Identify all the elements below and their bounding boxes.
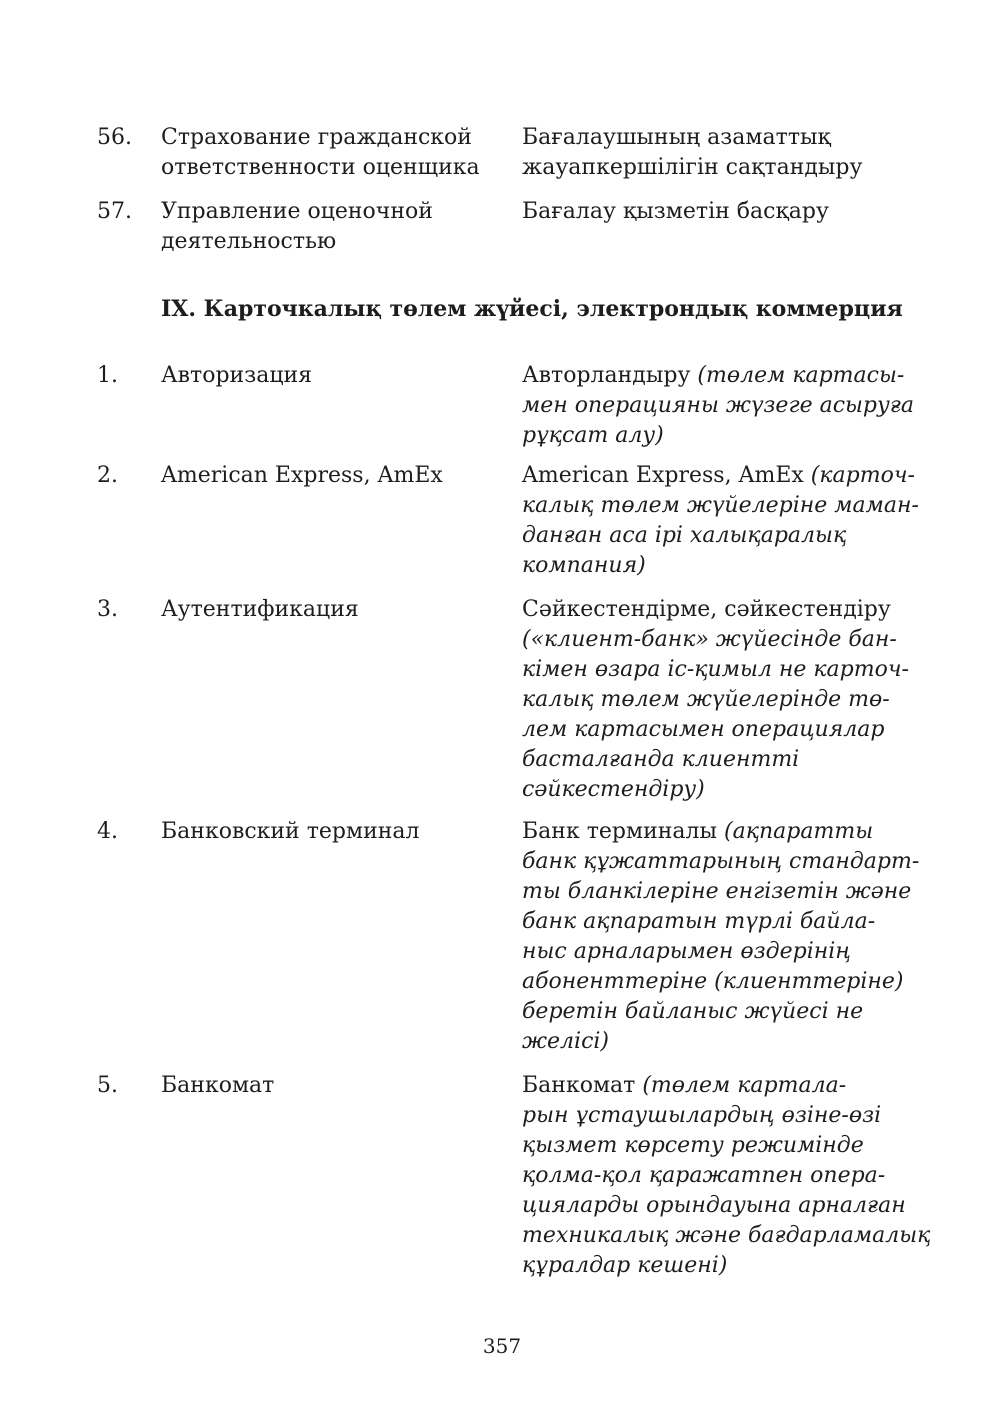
term-kz-definition: («клиент-банк» жүйесінде бан- — [522, 627, 897, 652]
term-kz-definition: лем картасымен операциялар — [522, 717, 885, 742]
entry-term-kz — [522, 123, 922, 183]
entry-term-kz — [522, 1071, 931, 1281]
term-kz-definition: басталғанда клиентті — [522, 747, 800, 772]
term-kz-line: жауапкершілігін сақтандыру — [522, 155, 863, 180]
entry-term-kz — [522, 197, 922, 227]
term-ru-line: Управление оценочной — [161, 199, 433, 224]
entry-term-ru: Банковский терминал — [161, 819, 420, 844]
entry-term-ru — [161, 123, 501, 183]
term-kz-definition: кімен өзара іс-қимыл не карточ- — [522, 657, 909, 682]
term-ru-line: Страхование гражданской — [161, 125, 472, 150]
term-kz-definition: цияларды орындауына арналған — [522, 1193, 906, 1218]
term-kz-definition: (төлем картасы- — [697, 363, 905, 388]
term-kz-definition: калық төлем жүйелеріне маман- — [522, 493, 919, 518]
entry-term-kz — [522, 817, 922, 1057]
term-kz-definition: беретін байланыс жүйесі не — [522, 999, 864, 1024]
entry-term-kz — [522, 361, 922, 451]
term-kz-definition: банк ақпаратын түрлі байла- — [522, 909, 876, 934]
term-kz-definition: компания) — [522, 553, 646, 578]
term-kz-line: Бағалау қызметін басқару — [522, 199, 829, 224]
term-kz-name: Банк терминалы — [522, 819, 724, 844]
term-kz-name: Банкомат — [522, 1073, 643, 1098]
term-kz-definition: қызмет көрсету режимінде — [522, 1133, 864, 1158]
term-ru-line: ответственности оценщика — [161, 155, 480, 180]
entry-number: 57. — [97, 199, 132, 224]
term-kz-name: Авторландыру — [522, 363, 698, 388]
term-kz-definition: (карточ- — [810, 463, 915, 488]
page-number: 357 — [482, 1334, 522, 1358]
term-kz-definition: ты бланкілеріне енгізетін және — [522, 879, 912, 904]
entry-number: 5. — [97, 1073, 118, 1098]
term-kz-definition: рұқсат алу) — [522, 423, 664, 448]
entry-number: 3. — [97, 597, 118, 622]
entry-term-kz — [522, 595, 922, 805]
term-kz-definition: (төлем картала- — [642, 1073, 847, 1098]
term-kz-definition: құралдар кешені) — [522, 1253, 728, 1278]
entry-number: 4. — [97, 819, 118, 844]
section-heading: IX. Карточкалық төлем жүйесі, электрондық коммерция — [161, 296, 903, 322]
entry-term-ru: American Express, AmEx — [161, 463, 443, 488]
term-kz-definition: калық төлем жүйелерінде тө- — [522, 687, 890, 712]
term-kz-definition: банк құжаттарының стандарт- — [522, 849, 920, 874]
term-kz-name: Сәйкестендірме, сәйкестендіру — [522, 597, 891, 622]
entry-term-ru: Авторизация — [161, 363, 313, 388]
entry-term-ru: Банкомат — [161, 1073, 275, 1098]
term-kz-definition: қолма-қол қаражатпен опера- — [522, 1163, 886, 1188]
entry-number: 2. — [97, 463, 118, 488]
entry-number: 56. — [97, 125, 132, 150]
term-kz-line: Бағалаушының азаматтық — [522, 125, 831, 150]
term-kz-definition: рын ұстаушылардың өзіне-өзі — [522, 1103, 882, 1128]
term-kz-definition: данған аса ірі халықаралық — [522, 523, 847, 548]
entry-term-ru — [161, 197, 501, 257]
term-kz-definition: (ақпаратты — [724, 819, 874, 844]
term-kz-definition: мен операцияны жүзеге асыруға — [522, 393, 915, 418]
term-kz-definition: желісі) — [522, 1029, 610, 1054]
term-kz-definition: ныс арналарымен өздерінің — [522, 939, 851, 964]
entry-term-ru: Аутентификация — [161, 597, 359, 622]
term-kz-definition: абоненттеріне (клиенттеріне) — [522, 969, 904, 994]
entry-number: 1. — [97, 363, 118, 388]
term-kz-name: American Express, AmEx — [522, 463, 811, 488]
term-kz-definition: сәйкестендіру) — [522, 777, 705, 802]
entry-term-kz — [522, 461, 922, 581]
term-kz-definition: техникалық және бағдарламалық — [522, 1223, 931, 1248]
term-ru-line: деятельностью — [161, 229, 337, 254]
